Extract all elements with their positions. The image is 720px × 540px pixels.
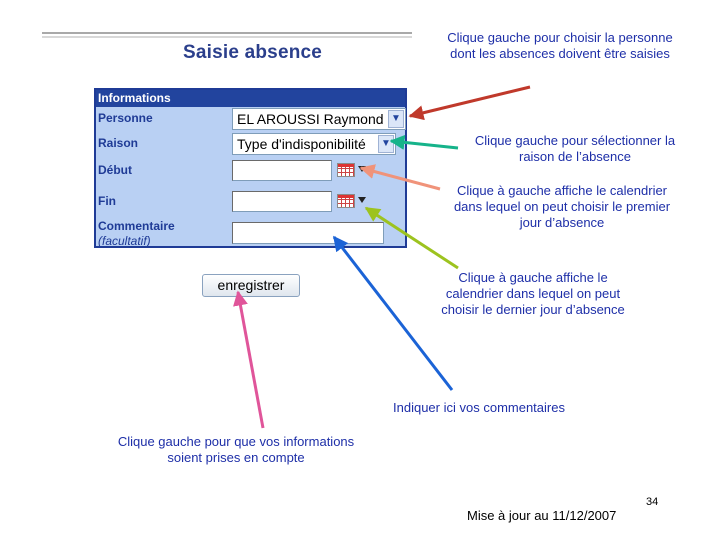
note-line: dans lequel on peut choisir le premier (453, 199, 671, 214)
chevron-down-icon[interactable]: ▼ (388, 110, 404, 128)
update-date: Mise à jour au 11/12/2007 (467, 508, 617, 523)
note-debut (428, 183, 696, 231)
chevron-down-icon[interactable]: ▼ (378, 135, 394, 153)
arrow-raison (391, 141, 458, 148)
note-line: calendrier dans lequel on peut (445, 286, 621, 301)
note-line: soient prises en compte (167, 450, 305, 465)
note-line: dont les absences doivent être saisies (450, 46, 670, 61)
note-line: Indiquer ici vos commentaires (393, 400, 565, 415)
raison-label: Raison (98, 136, 139, 150)
form-title: Saisie absence (183, 42, 323, 63)
personne-value: EL AROUSSI Raymond (237, 111, 384, 127)
commentaire-label: Commentaire (98, 219, 175, 233)
note-fin (418, 270, 648, 318)
note-line: Clique gauche pour sélectionner la (474, 133, 676, 148)
note-personne (415, 30, 705, 62)
commentaire-sublabel: (facultatif) (98, 234, 151, 248)
personne-label: Personne (98, 111, 153, 125)
fin-label: Fin (98, 194, 116, 208)
debut-label: Début (98, 163, 132, 177)
page-number: 34 (646, 496, 659, 508)
arrow-personne (410, 87, 530, 116)
note-line: choisir le dernier jour d’absence (441, 302, 625, 317)
enregistrer-button[interactable]: enregistrer (202, 274, 300, 297)
arrow-enregistrer (238, 292, 263, 428)
note-line: Clique à gauche affiche le (458, 270, 608, 285)
note-raison (450, 133, 700, 165)
note-line: Clique gauche pour que vos informations (117, 434, 355, 449)
note-line: jour d’absence (519, 215, 605, 230)
note-line: Clique gauche pour choisir la personne (447, 30, 673, 45)
note-commentaire (368, 400, 590, 416)
note-line: Clique à gauche affiche le calendrier (456, 183, 668, 198)
panel-heading: Informations (96, 90, 405, 107)
note-enregistrer (90, 434, 382, 466)
note-line: raison de l’absence (518, 149, 632, 164)
raison-value: Type d'indisponibilité (237, 136, 366, 152)
